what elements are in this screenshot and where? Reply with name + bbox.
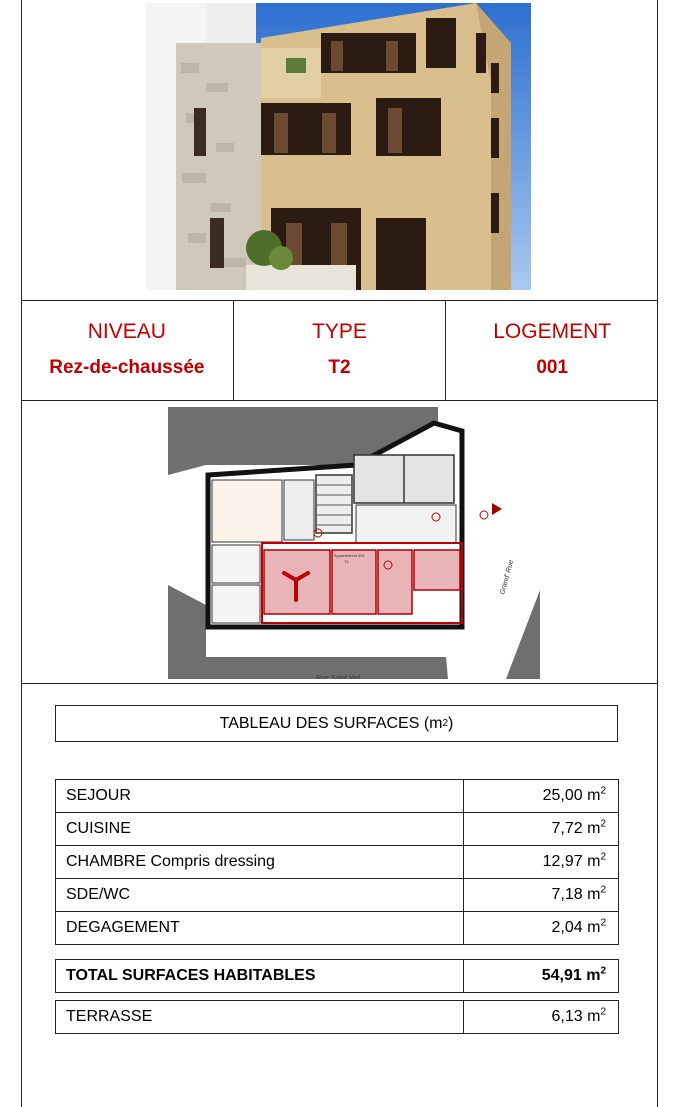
type-value: T2: [328, 357, 351, 378]
floor-plan: [166, 405, 544, 679]
row-label: SDE/WC: [56, 879, 464, 912]
terrace-label: TERRASSE: [56, 1001, 464, 1034]
logement-value: 001: [536, 357, 569, 378]
terrace-value: 6,13 $m^2$: [464, 1001, 619, 1034]
row-label: DEGAGEMENT: [56, 912, 464, 945]
row-value: 2,04 $m^2$: [464, 912, 619, 945]
total-label: TOTAL SURFACES HABITABLES: [56, 960, 464, 993]
plan-street-bottom: Rue Saint Viel: [316, 675, 361, 679]
table-row: [56, 879, 619, 912]
table-row: [56, 813, 619, 846]
total-value: 54,91 $m^2$: [464, 960, 619, 993]
surfaces-table: [55, 779, 619, 945]
niveau-label: NIVEAU: [87, 320, 166, 343]
type-cell: [234, 300, 447, 400]
type-label: TYPE: [312, 320, 367, 343]
total-row: [56, 960, 619, 993]
row-value: 12,97 $m^2$: [464, 846, 619, 879]
terrace-table: [55, 1000, 619, 1034]
total-table: [55, 959, 619, 993]
building-render-image: [146, 3, 531, 290]
table-row: [56, 846, 619, 879]
niveau-value: Rez-de-chaussée: [49, 357, 205, 378]
table-row: [56, 912, 619, 945]
table-title: TABLEAU DES SURFACES (m 2 ): [55, 705, 618, 742]
row-label: CUISINE: [56, 813, 464, 846]
divider-plan: [21, 683, 658, 684]
row-label: SEJOUR: [56, 780, 464, 813]
terrace-row: [56, 1001, 619, 1034]
row-value: 7,72 $m^2$: [464, 813, 619, 846]
row-value: 7,18 $m^2$: [464, 879, 619, 912]
divider-info: [21, 400, 658, 401]
plan-street-right: Grand' Rue: [499, 559, 516, 596]
niveau-cell: [21, 300, 234, 400]
row-label: CHAMBRE Compris dressing: [56, 846, 464, 879]
logement-cell: [446, 300, 658, 400]
plan-unit-type: T2: [344, 559, 349, 564]
row-value: 25,00 $m^2$: [464, 780, 619, 813]
table-row: [56, 780, 619, 813]
plan-unit-label: Appartement 001: [334, 553, 365, 558]
unit-info-row: [21, 300, 658, 400]
logement-label: LOGEMENT: [493, 320, 612, 343]
